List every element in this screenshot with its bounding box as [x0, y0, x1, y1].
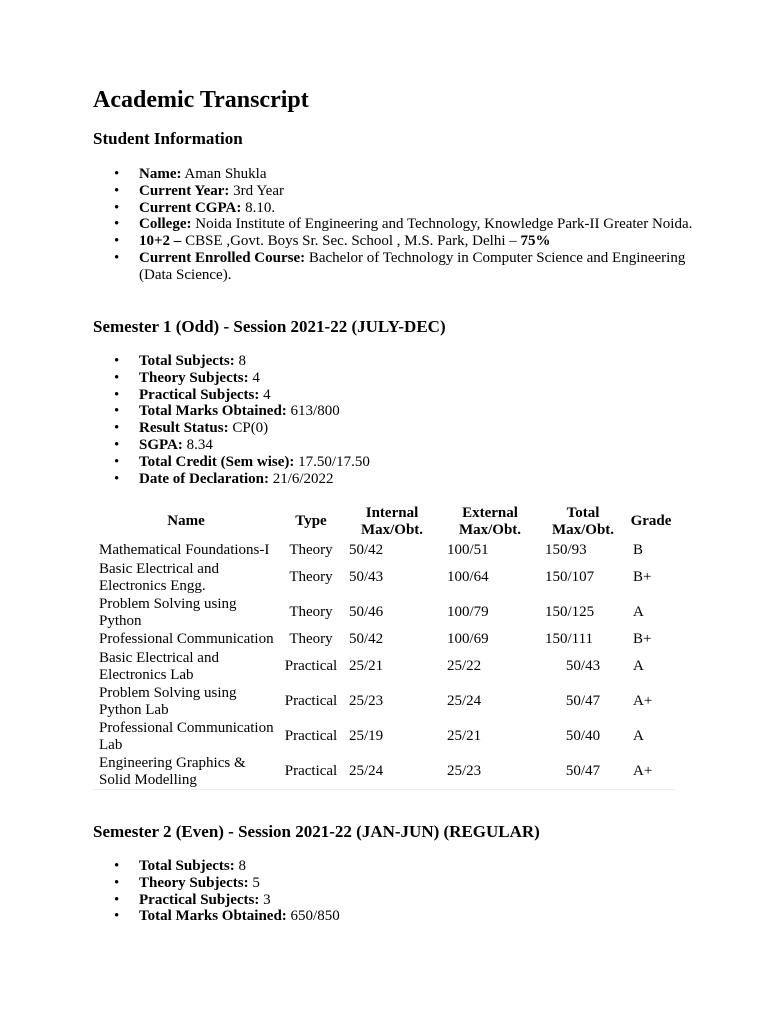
cell-internal: 50/43 [349, 569, 384, 586]
cell-type: Practical [284, 728, 338, 745]
table-row [93, 595, 675, 630]
cell-external: 25/21 [447, 728, 482, 745]
list-item: • Practical Subjects: 3 [139, 892, 699, 909]
col-header-external: External Max/Obt. [458, 505, 522, 538]
list-item: • 10+2 – CBSE ,Govt. Boys Sr. Sec. School , M.S. Park, Delhi – 75% [139, 233, 699, 250]
cell-external: 25/22 [447, 658, 482, 675]
col-header-grade: Grade [630, 513, 672, 530]
cell-name: Professional Communication Lab [99, 719, 274, 753]
page-title: Academic Transcript [93, 87, 309, 113]
cell-internal: 50/46 [349, 604, 384, 621]
cell-external: 100/51 [447, 542, 489, 559]
cell-grade: B+ [633, 569, 652, 586]
cell-type: Theory [289, 542, 333, 559]
list-item: • Total Marks Obtained: 650/850 [139, 908, 699, 925]
col-header-total: Total Max/Obt. [551, 505, 615, 538]
cell-internal: 50/42 [349, 542, 384, 559]
col-header-internal: Internal Max/Obt. [360, 505, 424, 538]
table-row [93, 719, 675, 754]
list-item: • Current Year: 3rd Year [139, 183, 699, 200]
cell-total: 50/40 [565, 728, 601, 745]
cell-name: Engineering Graphics & Solid Modelling [99, 754, 246, 788]
cell-internal: 25/23 [349, 693, 384, 710]
list-item: • Result Status: CP(0) [139, 420, 699, 437]
cell-external: 25/24 [447, 693, 482, 710]
cell-type: Practical [284, 658, 338, 675]
cell-name: Basic Electrical and Electronics Engg. [99, 560, 219, 594]
cell-external: 100/69 [447, 631, 489, 648]
list-item: • Date of Declaration: 21/6/2022 [139, 471, 699, 488]
cell-external: 25/23 [447, 763, 482, 780]
cell-total: 50/43 [565, 658, 601, 675]
table-row [93, 630, 675, 649]
cell-type: Theory [289, 631, 333, 648]
list-item: • Theory Subjects: 5 [139, 875, 699, 892]
cell-grade: A [633, 658, 644, 675]
cell-name: Problem Solving using Python [99, 595, 237, 629]
table-row [93, 541, 675, 560]
cell-name: Professional Communication [99, 631, 274, 648]
list-item: • Current Enrolled Course: Bachelor of Technology in Computer Science and Engineering (Data Science). [139, 250, 699, 284]
list-item: • Total Credit (Sem wise): 17.50/17.50 [139, 454, 699, 471]
list-item: • Theory Subjects: 4 [139, 370, 699, 387]
cell-grade: A [633, 604, 644, 621]
cell-type: Practical [284, 693, 338, 710]
cell-grade: A [633, 728, 644, 745]
cell-type: Theory [289, 604, 333, 621]
semester1-summary-list [93, 353, 699, 487]
col-header-name: Name [167, 513, 205, 530]
cell-internal: 25/19 [349, 728, 384, 745]
cell-total: 150/125 [545, 604, 595, 621]
cell-total: 150/93 [545, 542, 587, 559]
cell-grade: B+ [633, 631, 652, 648]
cell-internal: 25/24 [349, 763, 384, 780]
cell-internal: 25/21 [349, 658, 384, 675]
cell-name: Mathematical Foundations-I [99, 542, 270, 559]
table-row [93, 754, 675, 790]
semester2-heading: Semester 2 (Even) - Session 2021-22 (JAN-JUN) (REGULAR) [93, 822, 540, 841]
cell-grade: A+ [633, 693, 653, 710]
cell-external: 100/64 [447, 569, 489, 586]
cell-name: Basic Electrical and Electronics Lab [99, 649, 219, 683]
cell-name: Problem Solving using Python Lab [99, 684, 237, 718]
list-item: • SGPA: 8.34 [139, 437, 699, 454]
student-info-heading: Student Information [93, 129, 243, 148]
cell-total: 150/111 [545, 631, 594, 648]
cell-internal: 50/42 [349, 631, 384, 648]
list-item: • Current CGPA: 8.10. [139, 200, 699, 217]
cell-grade: A+ [633, 763, 653, 780]
cell-grade: B [633, 542, 644, 559]
list-item: • Total Subjects: 8 [139, 858, 699, 875]
semester2-summary-list [93, 858, 699, 925]
cell-total: 50/47 [565, 693, 601, 710]
list-item: • Total Marks Obtained: 613/800 [139, 403, 699, 420]
table-row [93, 560, 675, 595]
student-info-list [93, 166, 699, 284]
cell-external: 100/79 [447, 604, 489, 621]
table-header-row [93, 503, 675, 541]
cell-type: Practical [284, 763, 338, 780]
cell-type: Theory [289, 569, 333, 586]
col-header-type: Type [295, 513, 327, 530]
table-row [93, 684, 675, 719]
list-item: • Practical Subjects: 4 [139, 387, 699, 404]
cell-total: 150/107 [545, 569, 595, 586]
cell-total: 50/47 [565, 763, 601, 780]
semester1-marks-table [93, 503, 675, 790]
list-item: • Total Subjects: 8 [139, 353, 699, 370]
table-row [93, 649, 675, 684]
list-item: • Name: Aman Shukla [139, 166, 699, 183]
semester1-heading: Semester 1 (Odd) - Session 2021-22 (JULY-DEC) [93, 317, 446, 336]
list-item: • College: Noida Institute of Engineering and Technology, Knowledge Park-II Greater Noida. [139, 216, 699, 233]
